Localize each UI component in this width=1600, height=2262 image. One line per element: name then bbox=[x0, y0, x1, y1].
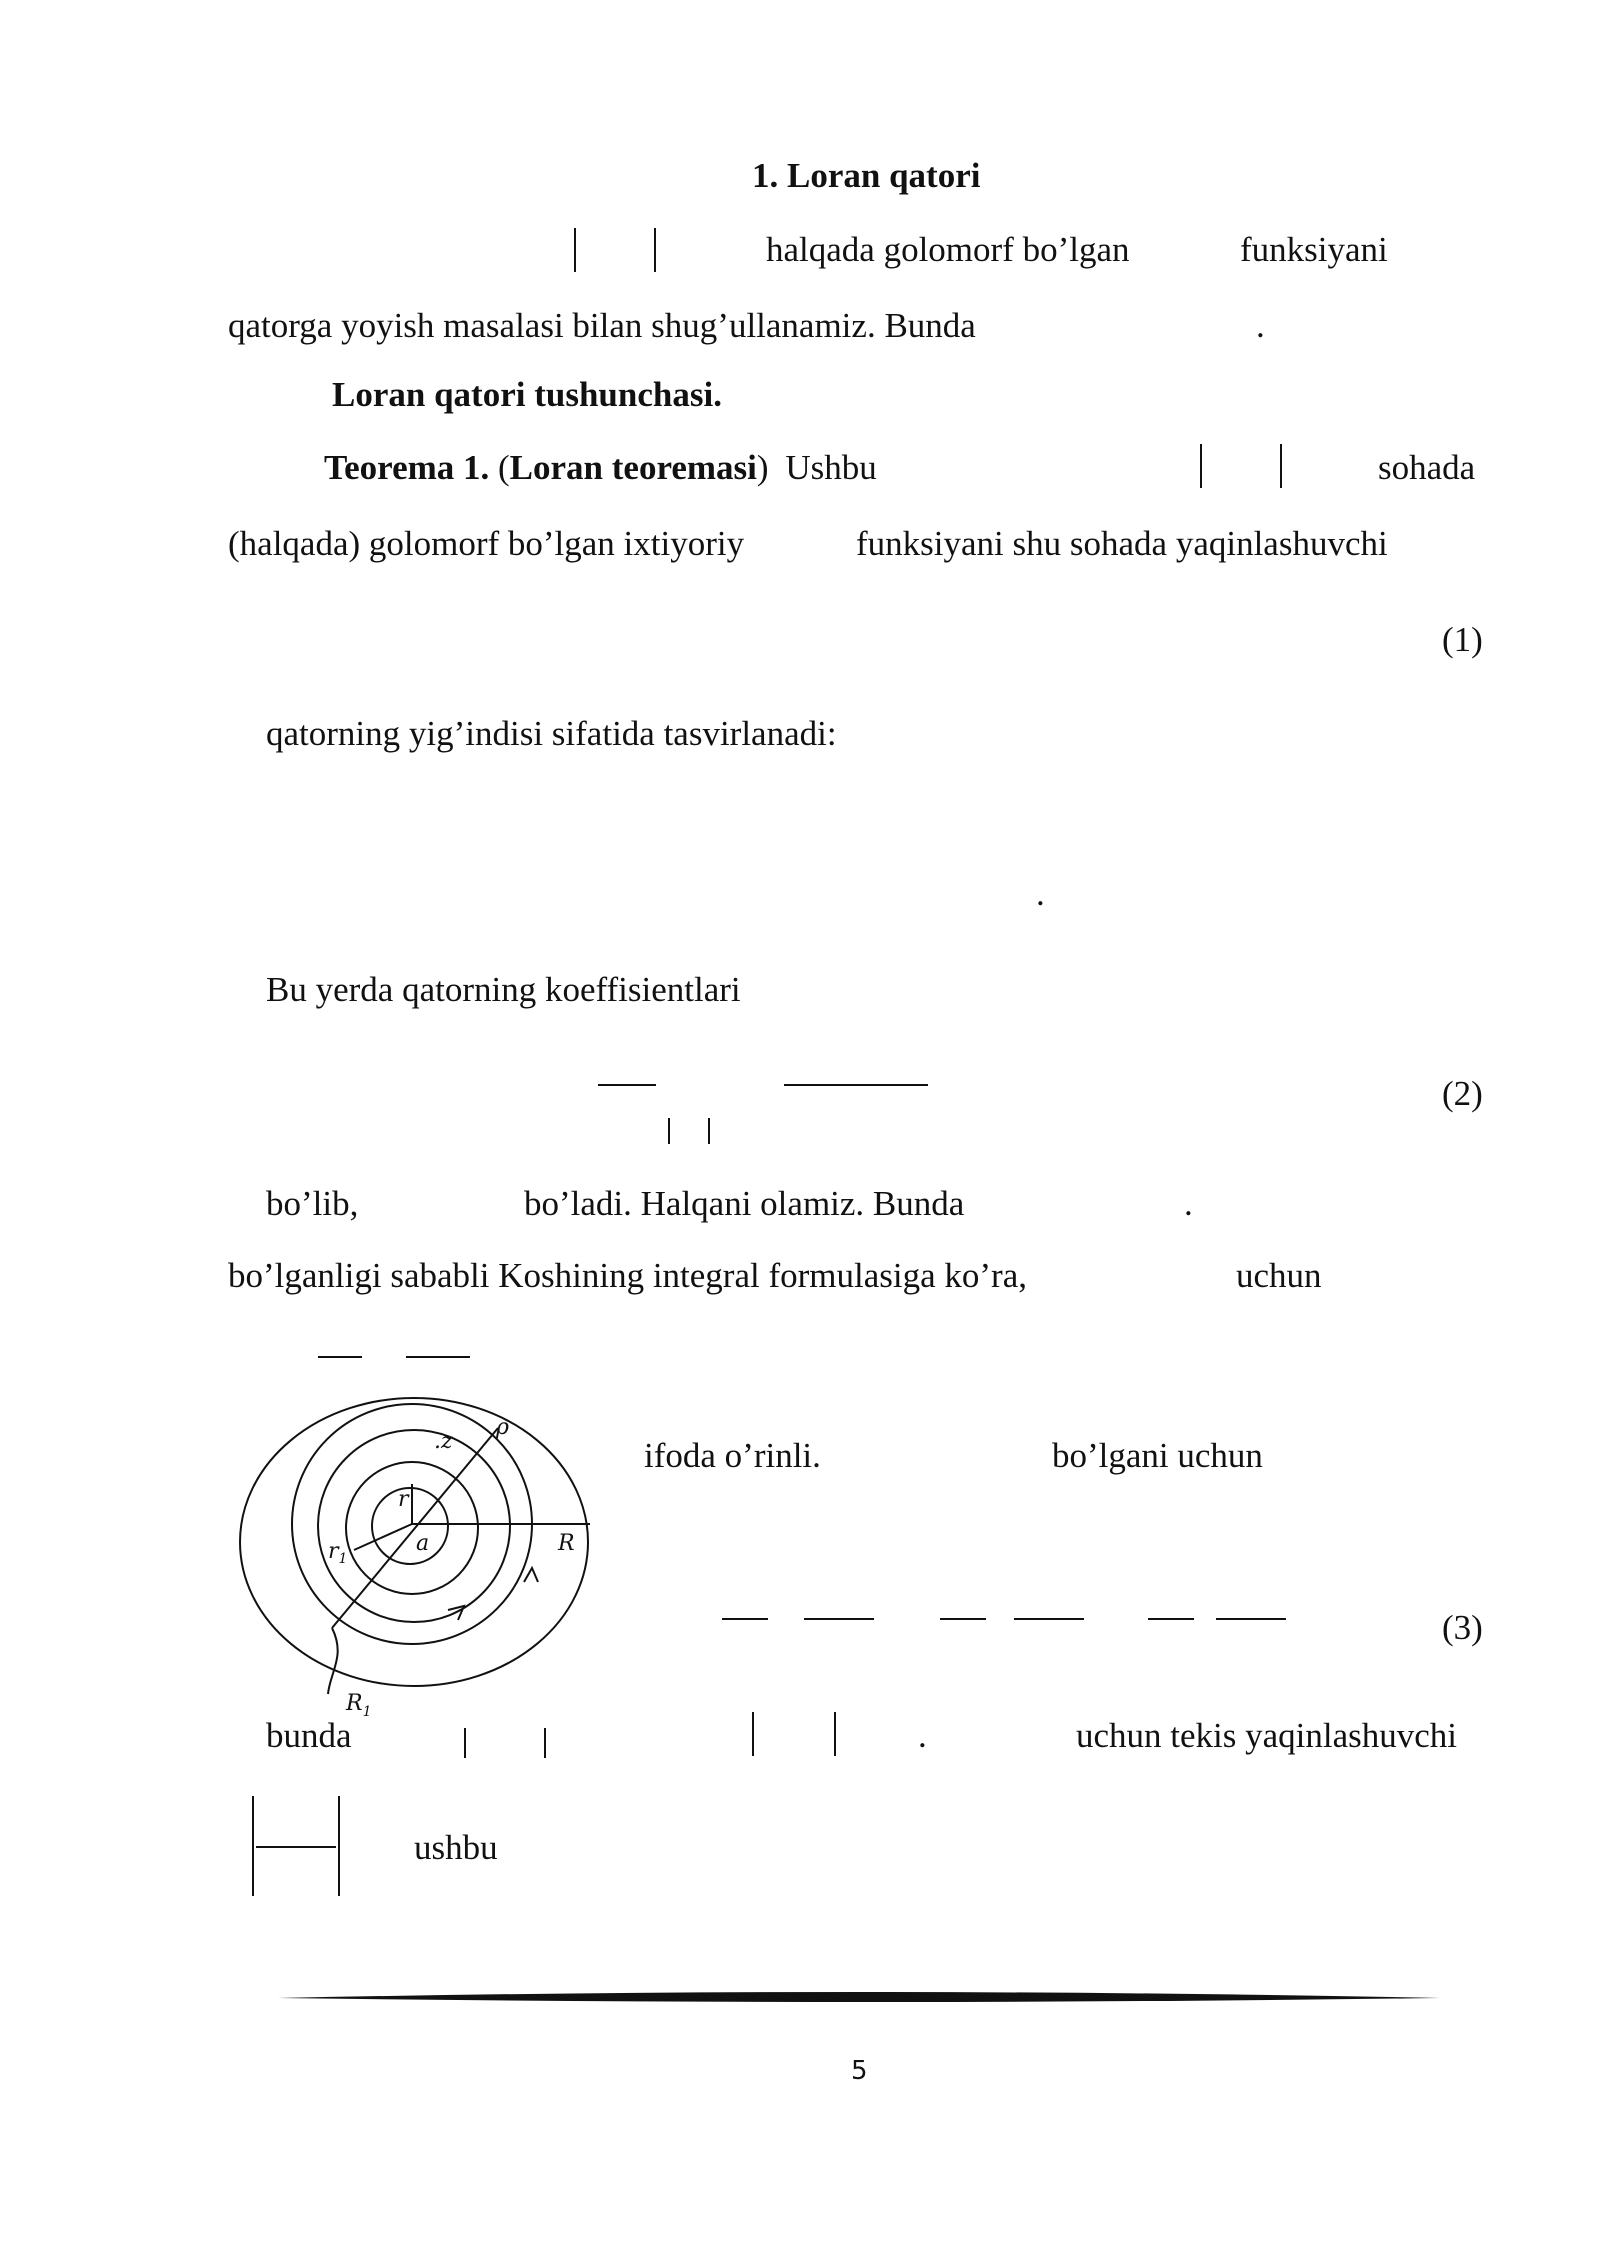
abs-bar bbox=[252, 1796, 254, 1896]
circle-r1 bbox=[346, 1462, 478, 1594]
annulus-diagram bbox=[236, 1388, 596, 1728]
label-z: .z bbox=[434, 1429, 453, 1454]
text-line: Ushbu bbox=[785, 448, 877, 487]
fraction-bar bbox=[722, 1618, 768, 1620]
text-line: qatorning yig’indisi sifatida tasvirlanadi: bbox=[266, 714, 837, 753]
text-line: bo’lib, bbox=[266, 1184, 359, 1223]
text-line: sohada bbox=[1378, 448, 1476, 487]
abs-bar bbox=[1280, 444, 1282, 488]
text-dot: . bbox=[1184, 1184, 1193, 1223]
outer-circle bbox=[240, 1398, 588, 1686]
diameter-line bbox=[332, 1428, 498, 1628]
fraction-bar bbox=[804, 1618, 874, 1620]
label-R: R bbox=[558, 1531, 575, 1556]
fraction-bar bbox=[1014, 1618, 1084, 1620]
text-line: funksiyani bbox=[1240, 230, 1388, 269]
text-line: halqada golomorf bo’lgan bbox=[766, 230, 1130, 269]
fraction-bar bbox=[406, 1356, 470, 1358]
label-rho: ρ bbox=[496, 1415, 509, 1440]
theorem-paren: ) bbox=[756, 448, 769, 487]
theorem-name: Loran teoremasi bbox=[509, 448, 757, 487]
abs-bar bbox=[668, 1118, 670, 1144]
text-line: bo’lgani uchun bbox=[1052, 1436, 1263, 1475]
text-line: bunda bbox=[266, 1716, 352, 1755]
fraction-bar bbox=[1148, 1618, 1194, 1620]
text-dot: . bbox=[918, 1716, 927, 1755]
section-title: 1. Loran qatori bbox=[752, 156, 981, 195]
circle-r bbox=[372, 1488, 448, 1564]
fraction-bar bbox=[1216, 1618, 1286, 1620]
text-line: ushbu bbox=[414, 1828, 498, 1867]
fraction-bar bbox=[256, 1846, 336, 1848]
text-line: bo’lganligi sababli Koshining integral formulasiga ko’ra, bbox=[228, 1256, 1027, 1295]
abs-bar bbox=[654, 228, 656, 272]
text-line: uchun tekis yaqinlashuvchi bbox=[1076, 1716, 1458, 1755]
fraction-bar bbox=[940, 1618, 986, 1620]
abs-bar bbox=[834, 1712, 836, 1756]
text-line: funksiyani shu sohada yaqinlashuvchi bbox=[856, 524, 1388, 563]
abs-bar bbox=[544, 1728, 546, 1758]
subheading: Loran qatori tushunchasi. bbox=[332, 375, 722, 414]
fraction-bar bbox=[784, 1084, 928, 1086]
leader-R1 bbox=[328, 1628, 338, 1694]
abs-bar bbox=[708, 1118, 710, 1144]
text-dot: . bbox=[1256, 306, 1265, 345]
text-line: qatorga yoyish masalasi bilan shug’ullanamiz. Bunda bbox=[228, 306, 976, 345]
arrow-R-circle bbox=[524, 1568, 538, 1582]
equation-number: (2) bbox=[1442, 1074, 1483, 1113]
abs-bar bbox=[464, 1728, 466, 1758]
abs-bar bbox=[752, 1712, 754, 1756]
label-r1: $r_1$ bbox=[328, 1539, 348, 1567]
equation-number: (1) bbox=[1442, 620, 1483, 659]
page-number: 5 bbox=[851, 2056, 868, 2086]
text-line: bo’ladi. Halqani olamiz. Bunda bbox=[524, 1184, 965, 1223]
label-R1: $R_1$ bbox=[346, 1691, 372, 1720]
radius-r1 bbox=[354, 1524, 412, 1550]
theorem-label: Teorema 1. bbox=[324, 448, 490, 487]
theorem-paren: ( bbox=[498, 448, 510, 487]
abs-bar bbox=[1200, 444, 1202, 488]
fraction-bar bbox=[318, 1356, 362, 1358]
text-line: ifoda o’rinli. bbox=[644, 1436, 821, 1475]
text-dot: . bbox=[1036, 874, 1045, 913]
abs-bar bbox=[338, 1796, 340, 1896]
equation-number: (3) bbox=[1442, 1608, 1483, 1647]
text-line: uchun bbox=[1236, 1256, 1322, 1295]
abs-bar bbox=[574, 228, 576, 272]
text-line: (halqada) golomorf bo’lgan ixtiyoriy bbox=[228, 524, 745, 563]
footer-rule bbox=[0, 1984, 1600, 2014]
text-line: Bu yerda qatorning koeffisientlari bbox=[266, 970, 741, 1009]
label-a: a bbox=[416, 1531, 430, 1556]
label-r: r bbox=[398, 1487, 409, 1512]
theorem-line bbox=[324, 450, 877, 485]
fraction-bar bbox=[598, 1084, 656, 1086]
